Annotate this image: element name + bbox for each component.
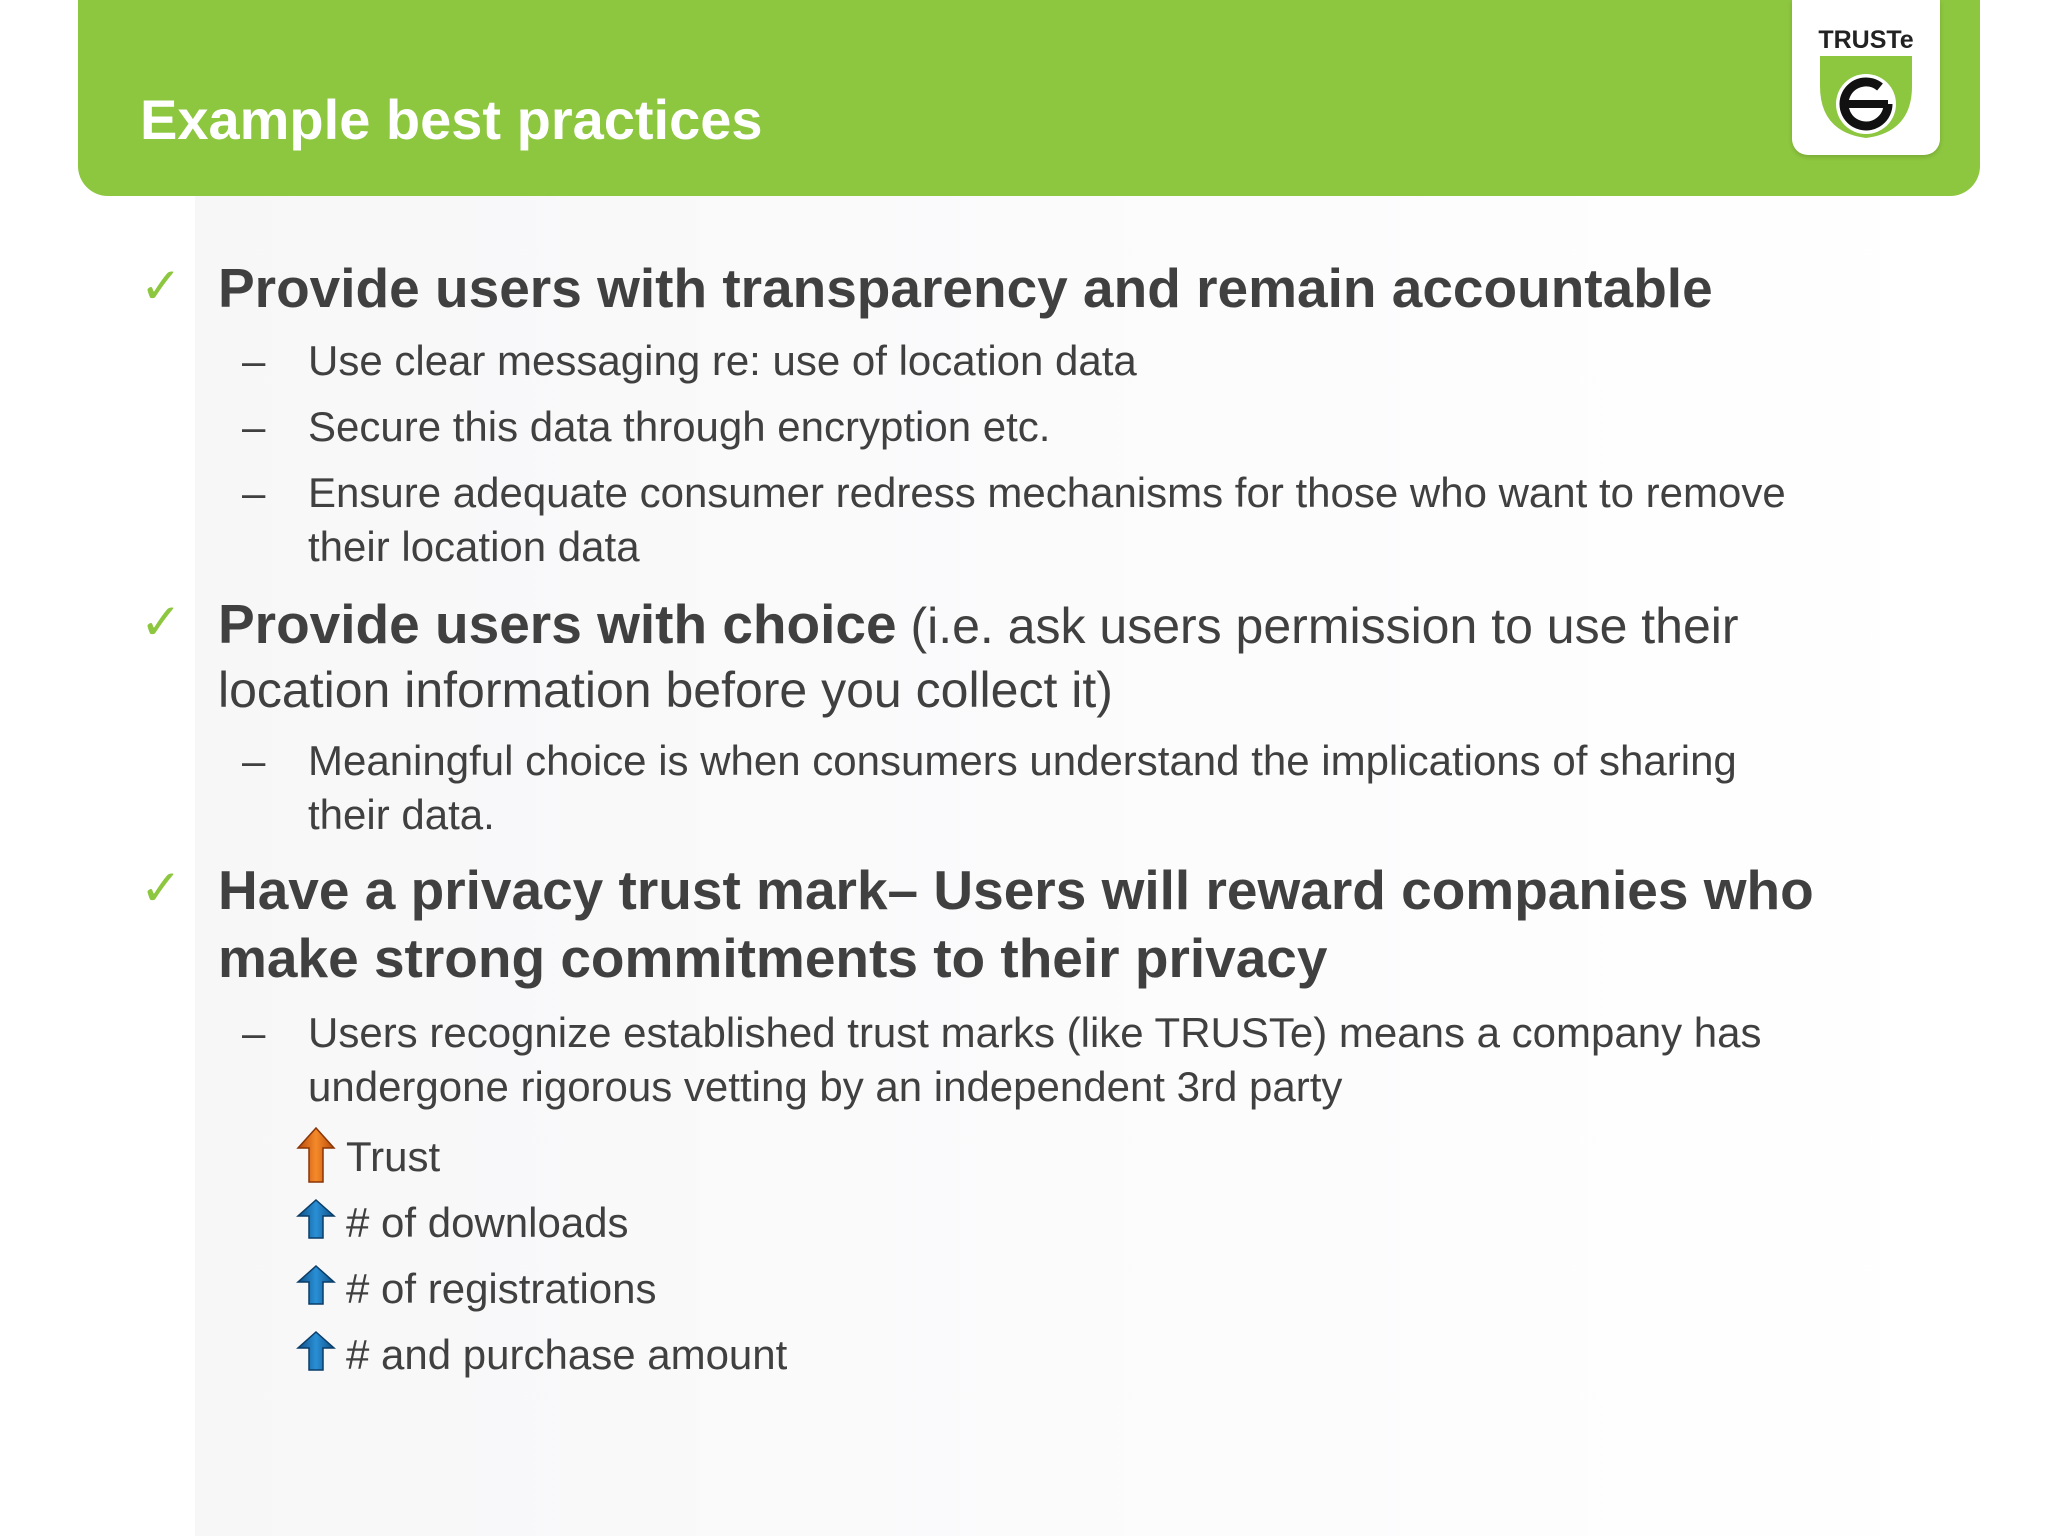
checkmark-icon: ✓ [140,258,182,314]
dash-bullet: – [242,1009,266,1056]
logo-text: TRUSTe [1818,26,1914,54]
section-1-item-1: Use clear messaging re: use of location data [308,337,1137,384]
truste-seal-icon [1818,56,1914,140]
section-1-item-3-line-2: their location data [308,523,640,570]
section-2-item-1-line-1: Meaningful choice is when consumers understand the implications of sharing [308,737,1737,784]
section-3-heading-line-2: make strong commitments to their privacy [218,927,1328,989]
blue-up-arrow-icon [296,1198,336,1240]
section-1-item-3-line-1: Ensure adequate consumer redress mechanisms for those who want to remove [308,469,1786,516]
benefit-trust: Trust [346,1133,441,1180]
checkmark-icon: ✓ [140,860,182,916]
benefit-registrations: # of registrations [346,1265,657,1312]
section-3-item-1-line-1: Users recognize established trust marks (like TRUSTe) means a company has [308,1009,1762,1056]
truste-logo [1792,0,1940,155]
blue-up-arrow-icon [296,1264,336,1306]
dash-bullet: – [242,469,266,516]
section-2-heading-line-2: location information before you collect it) [218,662,1113,718]
section-3-heading-line-1: Have a privacy trust mark– Users will reward companies who [218,859,1814,921]
slide-title: Example best practices [140,88,763,151]
orange-up-arrow-icon [296,1126,336,1184]
benefit-purchase-amount: # and purchase amount [346,1331,788,1378]
section-1-heading: Provide users with transparency and remain accountable [218,257,1713,319]
dash-bullet: – [242,337,266,384]
section-2-heading-line-1: Provide users with choice (i.e. ask users permission to use their [218,593,1739,655]
checkmark-icon: ✓ [140,594,182,650]
section-1-item-2: Secure this data through encryption etc. [308,403,1051,450]
section-2-item-1-line-2: their data. [308,791,495,838]
blue-up-arrow-icon [296,1330,336,1372]
section-3-item-1-line-2: undergone rigorous vetting by an independent 3rd party [308,1063,1343,1110]
benefit-downloads: # of downloads [346,1199,629,1246]
dash-bullet: – [242,403,266,450]
dash-bullet: – [242,737,266,784]
